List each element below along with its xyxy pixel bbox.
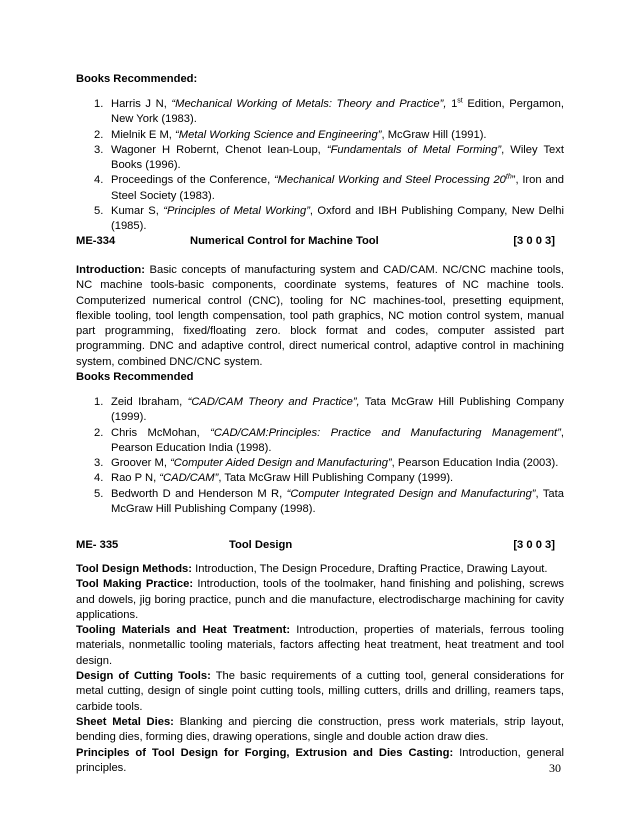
- course-title: Numerical Control for Machine Tool: [190, 235, 379, 247]
- list-item: 3. Groover M, “Computer Aided Design and Manufacturing”, Pearson Education India (2003).: [94, 457, 559, 470]
- course-code: ME- 335: [76, 539, 119, 551]
- books-recommended-heading: Books Recommended:: [76, 73, 198, 85]
- list-item: 1. Zeid Ibraham, “CAD/CAM Theory and Practice”, Tata McGraw Hill Publishing Company (1999).: [94, 396, 564, 424]
- books-list-forming: [76, 97, 564, 235]
- list-item: 4. Rao P N, “CAD/CAM”, Tata McGraw Hill Publishing Company (1999).: [94, 472, 454, 485]
- course-credits: [3 0 0 3]: [513, 235, 555, 247]
- list-item: 1. Harris J N, “Mechanical Working of Metals: Theory and Practice”, 1st Edition, Pergamon, New York (1983).: [94, 97, 564, 126]
- books-list-cadcam: [76, 395, 564, 517]
- topic-tool-making-practice: Tool Making Practice: Introduction, tools of the toolmaker, hand finishing and polishing, screws and dowels, jig boring practice, punch and die manufacture, electrodischarge machining for cavity applications.: [76, 578, 565, 621]
- topic-tooling-materials: Tooling Materials and Heat Treatment: Introduction, properties of materials, ferrous tooling materials, nonmetallic tooling materials, factors affecting heat treatment, heat treatment and tool design.: [76, 624, 564, 667]
- me334-introduction: Introduction: Basic concepts of manufacturing system and CAD/CAM. NC/CNC machine tools, NC machine tools-basic components, coordinate systems, features of NC machine tools. Computerized numerical control (CNC), tooling for NC machines-tool, presetting equipment, flexible tooling, tool length compensation, tool path graphics, NC motion control system, manual part programming, fixed/floating zero. block format and codes, computer assisted part programming. DNC and adaptive control, direct numerical control, adaptive control in machining system, combined DNC/CNC system.: [76, 264, 564, 368]
- page-number: 30: [549, 761, 561, 775]
- course-title: Tool Design: [229, 539, 293, 551]
- topic-tool-design-methods: Tool Design Methods: Introduction, The Design Procedure, Drafting Practice, Drawing Layout.: [76, 563, 548, 575]
- course-header-me335: [76, 539, 564, 555]
- list-item: 2. Mielnik E M, “Metal Working Science and Engineering”, McGraw Hill (1991).: [94, 128, 487, 141]
- me334-books-heading: Books Recommended: [76, 371, 194, 383]
- topic-sheet-metal-dies: Sheet Metal Dies: Blanking and piercing die construction, press work materials, strip layout, bending dies, forming dies, drawing operations, single and double action draw dies.: [76, 715, 564, 744]
- list-item: 5. Bedworth D and Henderson M R, “Computer Integrated Design and Manufacturing”, Tata McGraw Hill Publishing Company (1998).: [94, 487, 564, 516]
- me335-topics: [76, 562, 564, 776]
- list-item: 2. Chris McMohan, “CAD/CAM:Principles: Practice and Manufacturing Management”, Pearson Education India (1998).: [94, 426, 564, 454]
- topic-cutting-tools: Design of Cutting Tools: The basic requirements of a cutting tool, general considerations for metal cutting, design of single point cutting tools, milling cutters, drills and drilling, reamers taps, carbide tools.: [76, 670, 564, 713]
- topic-forging-extrusion: Principles of Tool Design for Forging, Extrusion and Dies Casting: Introduction, general principles.: [76, 746, 564, 774]
- list-item: 4. Proceedings of the Conference, “Mechanical Working and Steel Processing 20th”, Iron and Steel Society (1983).: [94, 173, 564, 202]
- list-item: 5. Kumar S, “Principles of Metal Working”, Oxford and IBH Publishing Company, New Delhi (1985).: [94, 205, 564, 233]
- course-code: ME-334: [76, 235, 116, 247]
- course-header-me334: [76, 235, 564, 251]
- course-credits: [3 0 0 3]: [513, 539, 555, 551]
- list-item: 3. Wagoner H Robernt, Chenot Iean-Loup, “Fundamentals of Metal Forming”, Wiley Text Books (1996).: [94, 143, 564, 172]
